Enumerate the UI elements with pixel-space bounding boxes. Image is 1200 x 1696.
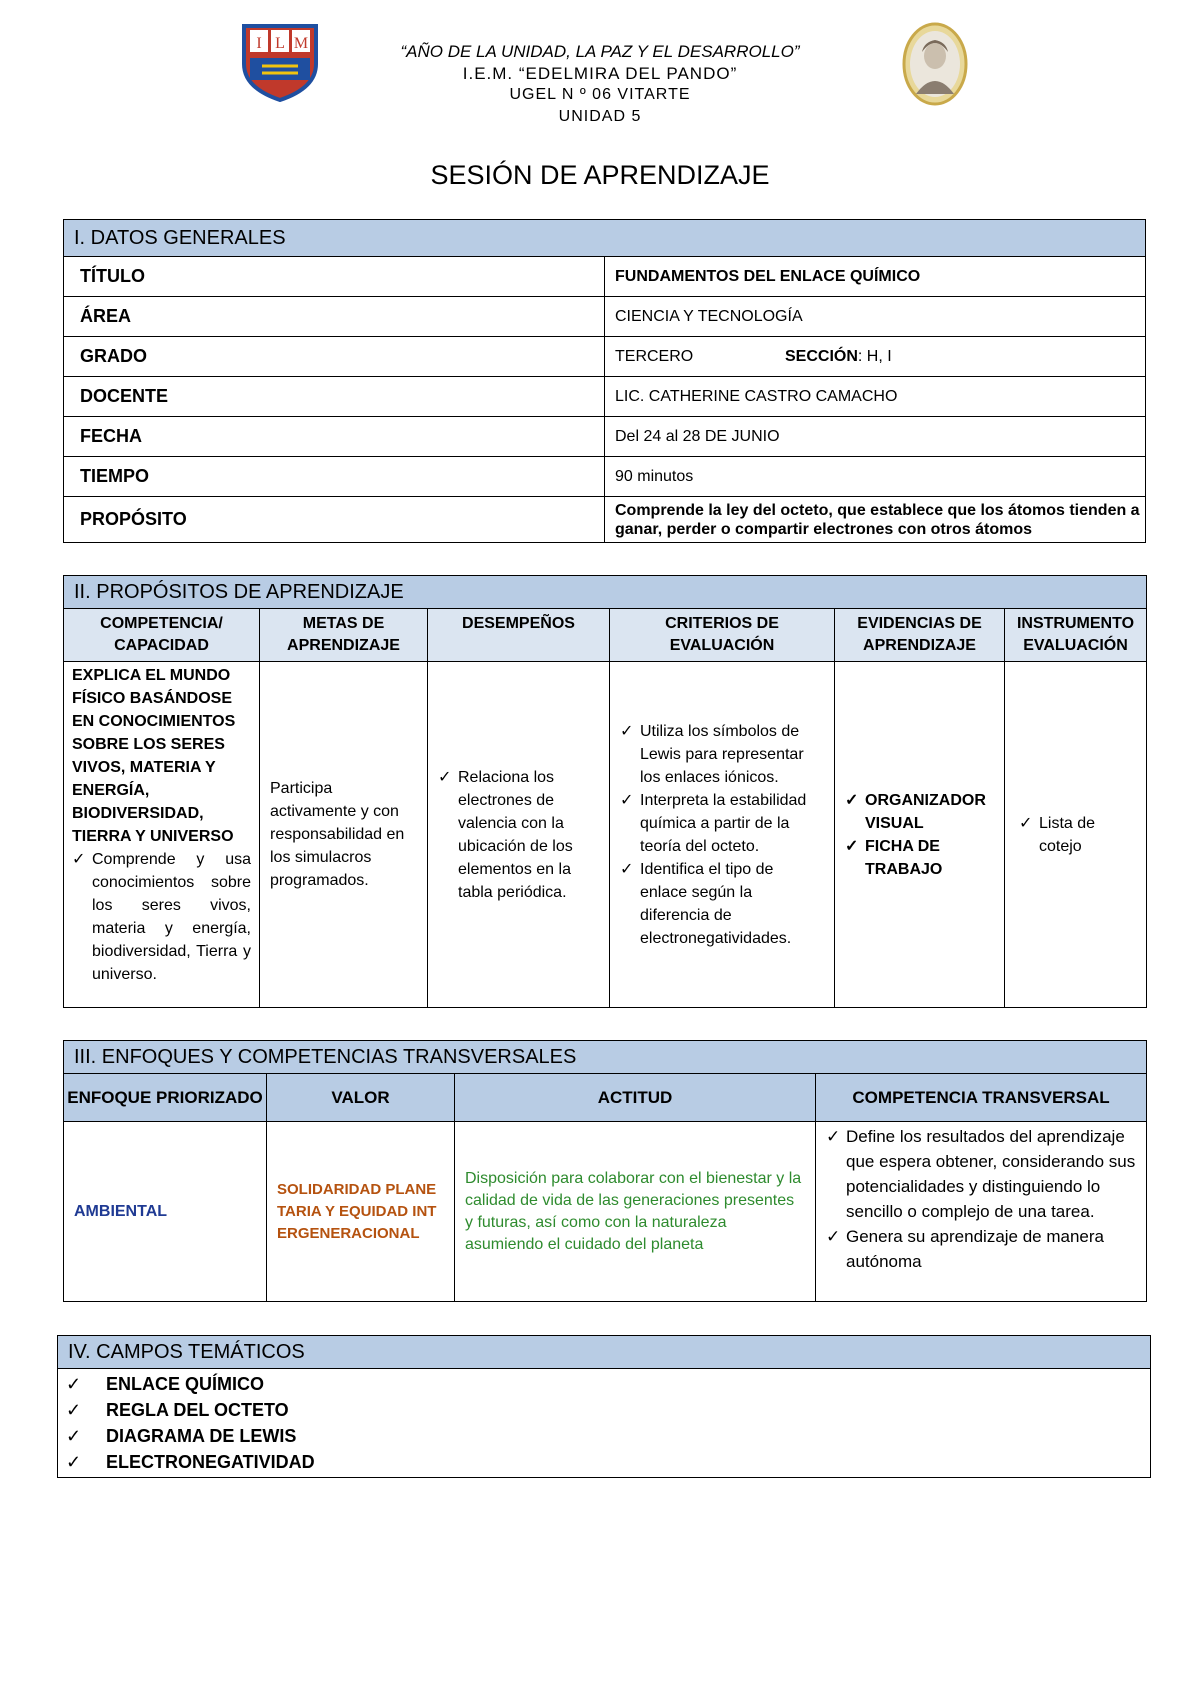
- area-label: ÁREA: [64, 297, 605, 337]
- area-value: CIENCIA Y TECNOLOGÍA: [605, 297, 1146, 337]
- col-valor: VALOR: [267, 1074, 455, 1122]
- criterios-cell: [610, 662, 835, 1008]
- section-heading: III. ENFOQUES Y COMPETENCIAS TRANSVERSALES: [64, 1041, 1147, 1074]
- campos-list: [58, 1369, 1151, 1478]
- titulo-label: TÍTULO: [64, 257, 605, 297]
- propositos-table: [63, 575, 1147, 1008]
- col-enfoque: ENFOQUE PRIORIZADO: [64, 1074, 267, 1122]
- competencia-item: ✓ Define los resultados del aprendizaje que espera obtener, considerando sus potencialidades y distinguiendo lo sencillo o complejo de una tarea.: [826, 1124, 1136, 1224]
- capacidad-text: ✓ Comprende y usa conocimientos sobre los seres vivos, materia y energía, biodiversidad, Tierra y universo.: [72, 848, 251, 986]
- ugel: UGEL N º 06 VITARTE: [509, 86, 691, 103]
- section-heading: IV. CAMPOS TEMÁTICOS: [58, 1336, 1151, 1369]
- page-title: SESIÓN DE APRENDIZAJE: [430, 160, 770, 190]
- grado-value: [605, 337, 1146, 377]
- seccion-value: : H, I: [857, 347, 892, 365]
- instrumento-text: ✓ Lista de cotejo: [1019, 812, 1136, 858]
- grado-label: GRADO: [64, 337, 605, 377]
- enfoque-value: AMBIENTAL: [64, 1122, 267, 1302]
- actitud-value: Disposición para colaborar con el bienestar y la calidad de vida de las generaciones presentes y futuras, así como con la naturaleza asumiendo el cuidado del planeta: [455, 1122, 816, 1302]
- col-evidencias: EVIDENCIAS DE APRENDIZAJE: [835, 609, 1005, 662]
- svg-text:I: I: [256, 35, 262, 52]
- campo-item: ✓ DIAGRAMA DE LEWIS: [66, 1423, 1142, 1449]
- col-competencia-transversal: COMPETENCIA TRANSVERSAL: [816, 1074, 1147, 1122]
- col-metas: METAS DE APRENDIZAJE: [260, 609, 428, 662]
- fecha-label: FECHA: [64, 417, 605, 457]
- desempeno-cell: [428, 662, 610, 1008]
- campo-item: ✓ ENLACE QUÍMICO: [66, 1371, 1142, 1397]
- valor-value: SOLIDARIDAD PLANETARIA Y EQUIDAD INTERGENERACIONAL: [267, 1122, 455, 1302]
- competencia-transversal-cell: [816, 1122, 1147, 1302]
- col-criterios: CRITERIOS DE EVALUACIÓN: [610, 609, 835, 662]
- campo-item: ✓ REGLA DEL OCTETO: [66, 1397, 1142, 1423]
- grado-text: TERCERO: [615, 347, 694, 365]
- meta-cell: Participa activamente y con responsabilidad en los simulacros programados.: [260, 662, 428, 1008]
- campo-item: ✓ ELECTRONEGATIVIDAD: [66, 1449, 1142, 1475]
- tiempo-value: 90 minutos: [605, 457, 1146, 497]
- criterio-item: ✓ Utiliza los símbolos de Lewis para representar los enlaces iónicos.: [620, 720, 824, 789]
- enfoques-table: [63, 1040, 1147, 1302]
- datos-generales-table: [63, 219, 1146, 543]
- evidencias-cell: [835, 662, 1005, 1008]
- seccion-label: SECCIÓN: [785, 347, 858, 365]
- titulo-value: FUNDAMENTOS DEL ENLACE QUÍMICO: [605, 257, 1146, 297]
- section-heading: I. DATOS GENERALES: [64, 220, 1146, 257]
- docente-label: DOCENTE: [64, 377, 605, 417]
- criterio-item: ✓ Identifica el tipo de enlace según la diferencia de electronegatividades.: [620, 858, 824, 950]
- motto: “AÑO DE LA UNIDAD, LA PAZ Y EL DESARROLLO”: [400, 42, 800, 61]
- unit: UNIDAD 5: [558, 108, 642, 125]
- fecha-value: Del 24 al 28 DE JUNIO: [605, 417, 1146, 457]
- svg-text:L: L: [275, 35, 285, 52]
- col-desempenos: DESEMPEÑOS: [428, 609, 610, 662]
- competencia-item: ✓ Genera su aprendizaje de manera autónoma: [826, 1224, 1136, 1274]
- docente-value: LIC. CATHERINE CASTRO CAMACHO: [605, 377, 1146, 417]
- proposito-label: PROPÓSITO: [64, 497, 605, 543]
- competencia-cell: [64, 662, 260, 1008]
- competencia-text: EXPLICA EL MUNDO FÍSICO BASÁNDOSE EN CONOCIMIENTOS SOBRE LOS SERES VIVOS, MATERIA Y ENERGÍA, BIODIVERSIDAD, TIERRA Y UNIVERSO: [72, 667, 236, 845]
- svg-text:M: M: [293, 35, 309, 52]
- desempeno-text: ✓ Relaciona los electrones de valencia con la ubicación de los elementos en la tabla periódica.: [438, 766, 599, 904]
- section-heading: II. PROPÓSITOS DE APRENDIZAJE: [64, 576, 1147, 609]
- criterio-item: ✓ Interpreta la estabilidad química a partir de la teoría del octeto.: [620, 789, 824, 858]
- school-name: I.E.M. “EDELMIRA DEL PANDO”: [462, 64, 738, 83]
- col-actitud: ACTITUD: [455, 1074, 816, 1122]
- evidencia-item: ✓ FICHA DE TRABAJO: [845, 835, 994, 881]
- proposito-value: Comprende la ley del octeto, que establece que los átomos tienden a ganar, perder o compartir electrones con otros átomos: [605, 497, 1146, 543]
- campos-tematicos-table: [57, 1335, 1151, 1478]
- col-competencia: COMPETENCIA/ CAPACIDAD: [64, 609, 260, 662]
- tiempo-label: TIEMPO: [64, 457, 605, 497]
- instrumento-cell: [1005, 662, 1147, 1008]
- evidencia-item: ✓ ORGANIZADOR VISUAL: [845, 789, 994, 835]
- col-instrumento: INSTRUMENTO EVALUACIÓN: [1005, 609, 1147, 662]
